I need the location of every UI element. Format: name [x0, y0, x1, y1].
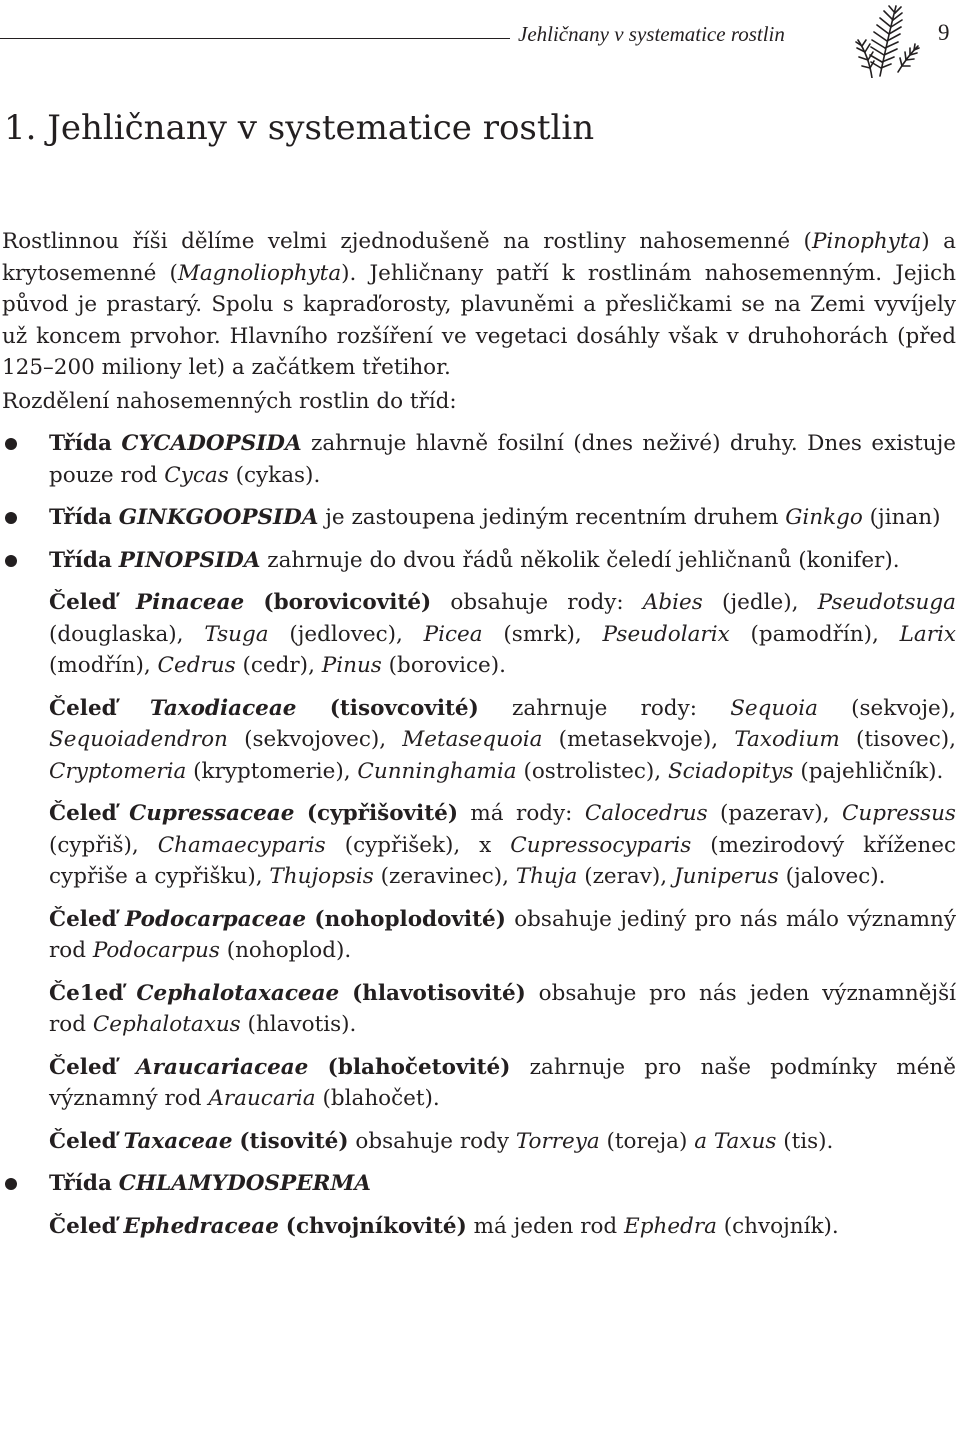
family-name: Cupressaceae — [129, 801, 295, 826]
family-text: (zeravinec), — [373, 864, 516, 889]
family-cupressaceae — [2, 798, 956, 893]
genus-name: Cupressus — [841, 801, 956, 826]
family-text: (borovice). — [381, 653, 506, 678]
family-text: (blahočet). — [315, 1086, 440, 1111]
class-name: CHLAMYDOSPERMA — [118, 1171, 371, 1196]
class-text-end: (jinan) — [862, 505, 941, 530]
family-name: Cephalotaxaceae — [136, 980, 340, 1006]
family-text: zahrnuje pro naše podmínky méně významný rod — [49, 1054, 956, 1111]
family-label: Čeleď — [49, 695, 117, 721]
class-label: Třída — [49, 505, 112, 530]
family-araucariaceae — [2, 1052, 956, 1115]
family-text: (toreja) — [599, 1128, 695, 1154]
family-text: zahrnuje rody: — [478, 695, 731, 721]
intro-term-pinophyta: Pinophyta — [811, 229, 922, 254]
header-rule — [0, 38, 510, 39]
family-text: obsahuje pro nás jeden významnější rod — [49, 980, 956, 1037]
intro-text-3: ). Jehličnany patří k rostlinám nahosemenným. Jejich původ je prastarý. Spolu s kapraďorosty, plavuněmi a přesličkami se na Zemi vyvíjely už koncem prvohor. Hlavního rozšíření ve vegetaci dosáhly však v druhohorách (před 125–200 miliony let) a začátkem třetihor. — [2, 260, 957, 380]
class-text: je zastoupena jediným recentním druhem — [318, 505, 786, 530]
class-label: Třída — [49, 431, 112, 456]
genus-name: Calocedrus — [584, 801, 708, 826]
genus-name: Larix — [899, 621, 956, 647]
family-czech-name: (tisovité) — [239, 1128, 349, 1154]
family-czech-name: (borovicovité) — [263, 590, 432, 615]
family-text: (cedr), — [235, 653, 322, 678]
family-label: Čeleď — [49, 590, 117, 615]
family-text: (hlavotis). — [240, 1012, 357, 1037]
family-text: má rody: — [458, 801, 585, 826]
genus-name: a Taxus — [694, 1128, 777, 1154]
family-czech-name: (hlavotisovité) — [352, 980, 526, 1006]
intro-text-2: ) a krytosemenné ( — [2, 229, 956, 286]
genus-name: Cunninghamia — [357, 758, 517, 784]
bullet-icon — [5, 555, 17, 567]
family-label: Če1eď — [49, 980, 124, 1006]
family-text: (kryptomerie), — [186, 758, 358, 784]
genus-name: Pseudolarix — [602, 621, 730, 647]
class-label: Třída — [49, 547, 112, 573]
genus-name: Tsuga — [204, 621, 269, 647]
family-text: (mezirodový kříženec cypřiše a cypřišku), — [49, 832, 956, 889]
genus-name: Cephalotaxus — [92, 1012, 241, 1037]
bullet-icon — [5, 512, 17, 524]
genus-name: Cedrus — [157, 653, 236, 678]
family-text: (pamodřín), — [729, 621, 900, 647]
family-czech-name: (blahočetovité) — [327, 1054, 511, 1080]
family-label: Čeleď — [49, 906, 117, 932]
family-text: (sekvojovec), — [227, 727, 403, 752]
family-name: Pinaceae — [135, 590, 245, 615]
family-text: (pajehličník). — [793, 758, 944, 784]
genus-name: Araucaria — [208, 1086, 316, 1111]
family-taxaceae — [2, 1126, 956, 1158]
family-text: (tis). — [776, 1128, 834, 1154]
class-name: CYCADOPSIDA — [121, 431, 302, 456]
family-label: Čeleď — [49, 1213, 117, 1239]
genus-name: Sequoia — [730, 695, 818, 721]
family-text: (cypřišek), x — [325, 832, 511, 858]
genus-name: Picea — [423, 621, 483, 647]
family-taxodiaceae — [2, 693, 956, 788]
genus-name: Thujopsis — [269, 864, 374, 889]
genus-name: Pseudotsuga — [817, 590, 956, 615]
class-item-ginkgoopsida — [2, 502, 956, 534]
family-czech-name: (chvojníkovité) — [285, 1213, 467, 1239]
genus-name: Cupressocyparis — [510, 832, 692, 858]
running-title: Jehličnany v systematice rostlin — [518, 22, 785, 46]
class-name: GINKGOOPSIDA — [118, 505, 319, 530]
family-pinaceae — [2, 587, 956, 682]
class-item-pinopsida — [2, 545, 956, 577]
family-name: Araucariaceae — [135, 1054, 309, 1080]
genus-name: Chamaecyparis — [157, 832, 326, 858]
division-intro: Rozdělení nahosemenných rostlin do tříd: — [2, 388, 457, 414]
family-czech-name: (cypřišovité) — [306, 801, 458, 826]
family-text: obsahuje jediný pro nás málo významný rod — [49, 906, 957, 963]
family-label: Čeleď — [49, 1054, 117, 1080]
family-text: (douglaska), — [49, 621, 205, 647]
intro-term-magnoliophyta: Magnoliophyta — [177, 260, 342, 286]
family-text: (jedlovec), — [268, 621, 424, 647]
family-name: Ephedraceae — [123, 1213, 279, 1239]
genus-name: Abies — [642, 590, 703, 615]
conifer-twig-icon — [850, 2, 922, 78]
genus-name: Ephedra — [624, 1213, 717, 1239]
genus-name: Torreya — [515, 1128, 600, 1154]
family-text: (smrk), — [482, 621, 603, 647]
class-item-cycadopsida — [2, 428, 956, 491]
intro-paragraph — [2, 226, 956, 384]
genus-name: Cryptomeria — [49, 758, 187, 784]
bullet-icon — [5, 1178, 17, 1190]
class-name: PINOPSIDA — [118, 547, 261, 573]
family-text: (sekvoje), — [817, 695, 956, 721]
family-text: (jalovec). — [778, 864, 886, 889]
genus-name: Juniperus — [673, 864, 779, 889]
family-czech-name: (tisovcovité) — [329, 695, 479, 721]
class-text-end: (cykas). — [228, 462, 321, 488]
genus-name: Thuja — [515, 864, 578, 889]
body-text — [2, 226, 956, 1242]
bullet-icon — [5, 438, 17, 450]
family-text: (pazerav), — [707, 801, 842, 826]
family-podocarpaceae — [2, 904, 956, 967]
family-text: (zerav), — [577, 864, 674, 889]
family-text: (cypřiš), — [49, 832, 158, 858]
family-label: Čeleď — [49, 1128, 117, 1154]
family-name: Taxaceae — [123, 1128, 233, 1154]
family-cephalotaxaceae — [2, 978, 956, 1041]
family-text: obsahuje rody — [348, 1128, 516, 1154]
class-genus: Cycas — [164, 462, 229, 488]
class-text: zahrnuje hlavně fosilní (dnes neživé) druhy. Dnes existuje pouze rod — [49, 431, 956, 488]
family-label: Čeleď — [49, 801, 117, 826]
family-text: (ostrolistec), — [516, 758, 668, 784]
family-text: obsahuje rody: — [431, 590, 643, 615]
family-name: Podocarpaceae — [125, 906, 307, 932]
family-name: Taxodiaceae — [149, 695, 297, 721]
intro-text-1: Rostlinnou říši dělíme velmi zjednodušeně na rostliny nahosemenné ( — [2, 229, 812, 254]
family-text: (modřín), — [49, 653, 158, 678]
genus-name: Sequoiadendron — [49, 727, 228, 752]
class-item-chlamydosperma — [2, 1168, 956, 1200]
family-text: (nohoplod). — [219, 938, 352, 963]
family-text: (tisovec), — [839, 727, 956, 752]
family-text: (chvojník). — [716, 1213, 839, 1239]
class-genus: Ginkgo — [785, 505, 863, 530]
page-header — [0, 0, 960, 80]
genus-name: Taxodium — [734, 727, 840, 752]
genus-name: Podocarpus — [92, 938, 220, 963]
class-text: zahrnuje do dvou řádů několik čeledí jehličnanů (konifer). — [260, 547, 900, 573]
genus-name: Metasequoia — [402, 727, 543, 752]
family-text: (metasekvoje), — [542, 727, 735, 752]
page-number: 9 — [938, 20, 950, 45]
family-text: má jeden rod — [466, 1213, 625, 1239]
class-label: Třída — [49, 1171, 112, 1196]
family-text: (jedle), — [702, 590, 818, 615]
genus-name: Pinus — [321, 653, 382, 678]
chapter-title: 1. Jehličnany v systematice rostlin — [4, 108, 595, 148]
family-czech-name: (nohoplodovité) — [314, 906, 506, 932]
family-ephedraceae — [2, 1211, 956, 1243]
genus-name: Sciadopitys — [667, 758, 794, 784]
